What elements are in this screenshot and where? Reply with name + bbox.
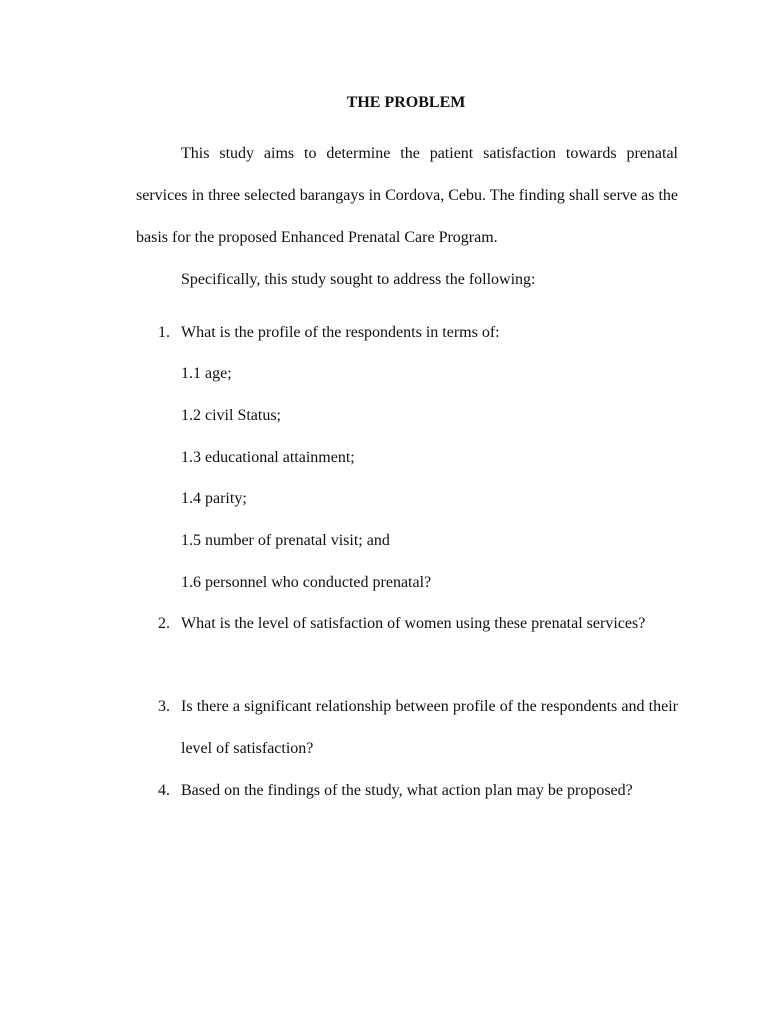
question-item-2 xyxy=(136,603,678,645)
question-text: What is the level of satisfaction of women using these prenatal services? xyxy=(181,615,646,632)
question-text: What is the profile of the respondents in terms of: xyxy=(181,324,500,341)
question-item-1 xyxy=(136,312,678,354)
question-number: 2. xyxy=(158,615,170,632)
sub-item-age: 1.1 age; xyxy=(181,365,232,382)
intro-paragraph: This study aims to determine the patient satisfaction towards prenatal services in three selected barangays in Cordova, Cebu. The finding shall serve as the basis for the proposed Enhanced Prenatal Care Program. xyxy=(136,145,678,246)
question-number: 3. xyxy=(158,698,170,715)
sub-item-civil-status: 1.2 civil Status; xyxy=(181,407,281,424)
sub-item-parity: 1.4 parity; xyxy=(181,490,247,507)
question-item-4 xyxy=(136,770,678,812)
question-number: 4. xyxy=(158,782,170,799)
lead-sentence: Specifically, this study sought to address the following: xyxy=(181,271,536,288)
sub-item-personnel: 1.6 personnel who conducted prenatal? xyxy=(181,574,432,591)
question-text: Based on the findings of the study, what action plan may be proposed? xyxy=(181,782,633,799)
sub-item-educational-attainment: 1.3 educational attainment; xyxy=(181,449,355,466)
question-text: Is there a significant relationship between profile of the respondents and their level of satisfaction? xyxy=(181,698,678,757)
sub-item-prenatal-visits: 1.5 number of prenatal visit; and xyxy=(181,532,390,549)
question-number: 1. xyxy=(158,324,170,341)
page-title: THE PROBLEM xyxy=(346,94,466,111)
question-item-3 xyxy=(136,686,678,770)
